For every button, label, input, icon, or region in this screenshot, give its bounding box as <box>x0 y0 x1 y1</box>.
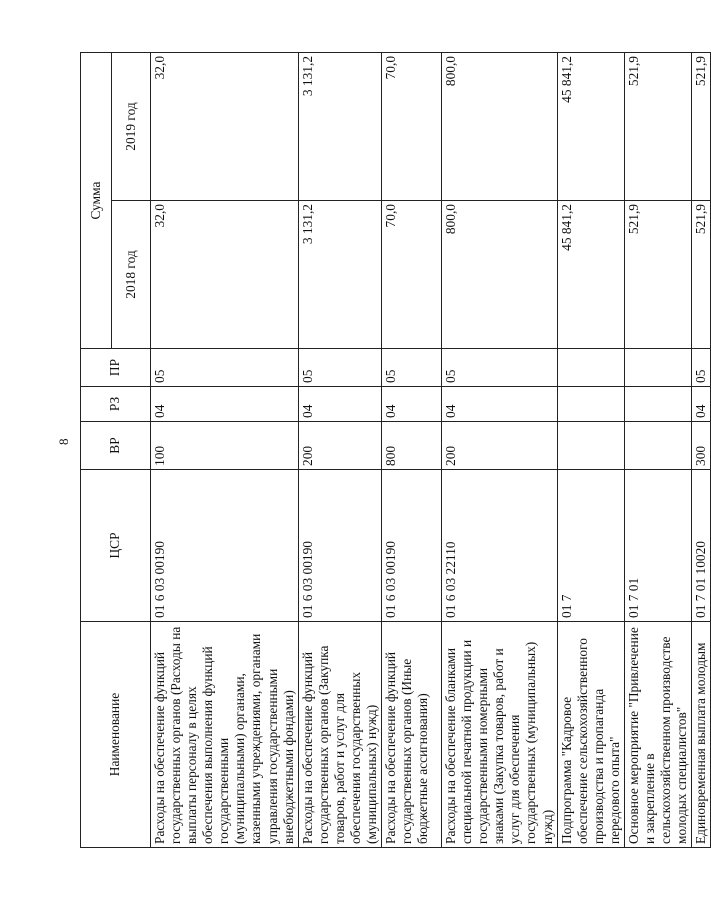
row-csr: 01 7 <box>557 470 624 622</box>
row-name: Расходы на обеспечение функций государственных органов (Расходы на выплаты персоналу в целях обеспечения выполнения функций государственными (муниципальными) органами, казенными учреждениями, органами управления государственными внебюджетными фондами) <box>151 622 299 848</box>
row-vr: 800 <box>382 422 442 470</box>
row-sum-2019: 800,0 <box>442 52 558 200</box>
row-csr: 01 6 03 00190 <box>382 470 442 622</box>
header-vr: ВР <box>81 422 151 470</box>
page-number: 8 <box>56 438 71 445</box>
table-row <box>151 52 299 847</box>
table-row <box>442 52 558 847</box>
row-rz: 04 <box>151 387 299 422</box>
row-name: Единовременная выплата молодым <box>692 622 711 848</box>
row-sum-2018: 800,0 <box>442 201 558 349</box>
table-row <box>692 52 711 847</box>
header-csr: ЦСР <box>81 470 151 622</box>
row-sum-2018: 70,0 <box>382 201 442 349</box>
row-pr: 05 <box>442 349 558 387</box>
row-name: Расходы на обеспечение функций государственных органов (Иные бюджетные ассигнования) <box>382 622 442 848</box>
row-name: Расходы на обеспечение бланками специальной печатной продукции и государственными номерными знаками (Закупка товаров, работ и услуг для обеспечения государственных (муниципальных) нужд) <box>442 622 558 848</box>
row-pr: 05 <box>692 349 711 387</box>
row-sum-2019: 45 841,2 <box>557 52 624 200</box>
row-pr <box>624 349 691 387</box>
row-rz <box>624 387 691 422</box>
row-sum-2018: 521,9 <box>692 201 711 349</box>
row-rz: 04 <box>442 387 558 422</box>
table-row <box>298 52 381 847</box>
header-name: Наименование <box>81 622 151 848</box>
row-vr: 300 <box>692 422 711 470</box>
row-vr <box>624 422 691 470</box>
row-sum-2019: 3 131,2 <box>298 52 381 200</box>
row-pr: 05 <box>298 349 381 387</box>
row-vr: 200 <box>298 422 381 470</box>
row-name: Основное мероприятие "Привлечение и закрепление в сельскохозяйственном производстве молодых специалистов" <box>624 622 691 848</box>
row-vr: 100 <box>151 422 299 470</box>
row-csr: 01 6 03 00190 <box>151 470 299 622</box>
table-row <box>624 52 691 847</box>
row-pr: 05 <box>151 349 299 387</box>
row-vr: 200 <box>442 422 558 470</box>
table-row <box>557 52 624 847</box>
budget-table <box>80 52 711 848</box>
row-sum-2019: 521,9 <box>692 52 711 200</box>
row-name: Расходы на обеспечение функций государственных органов (Закупка товаров, работ и услуг для обеспечения государственных (муниципальных) нужд) <box>298 622 381 848</box>
row-sum-2019: 32,0 <box>151 52 299 200</box>
header-pr: ПР <box>81 349 151 387</box>
row-sum-2019: 521,9 <box>624 52 691 200</box>
row-rz <box>557 387 624 422</box>
row-name: Подпрограмма "Кадровое обеспечение сельскохозяйственного производства и пропаганда передового опыта" <box>557 622 624 848</box>
header-year-2019: 2019 год <box>112 52 151 200</box>
row-csr: 01 6 03 00190 <box>298 470 381 622</box>
row-sum-2018: 45 841,2 <box>557 201 624 349</box>
row-rz: 04 <box>692 387 711 422</box>
row-sum-2018: 521,9 <box>624 201 691 349</box>
header-sum: Сумма <box>81 52 112 348</box>
row-pr <box>557 349 624 387</box>
row-csr: 01 7 01 <box>624 470 691 622</box>
table-row <box>382 52 442 847</box>
row-csr: 01 7 01 10020 <box>692 470 711 622</box>
rotated-page <box>80 53 709 848</box>
header-year-2018: 2018 год <box>112 201 151 349</box>
row-sum-2018: 32,0 <box>151 201 299 349</box>
header-rz: РЗ <box>81 387 151 422</box>
row-csr: 01 6 03 22110 <box>442 470 558 622</box>
row-rz: 04 <box>298 387 381 422</box>
row-sum-2019: 70,0 <box>382 52 442 200</box>
row-vr <box>557 422 624 470</box>
row-sum-2018: 3 131,2 <box>298 201 381 349</box>
row-pr: 05 <box>382 349 442 387</box>
row-rz: 04 <box>382 387 442 422</box>
